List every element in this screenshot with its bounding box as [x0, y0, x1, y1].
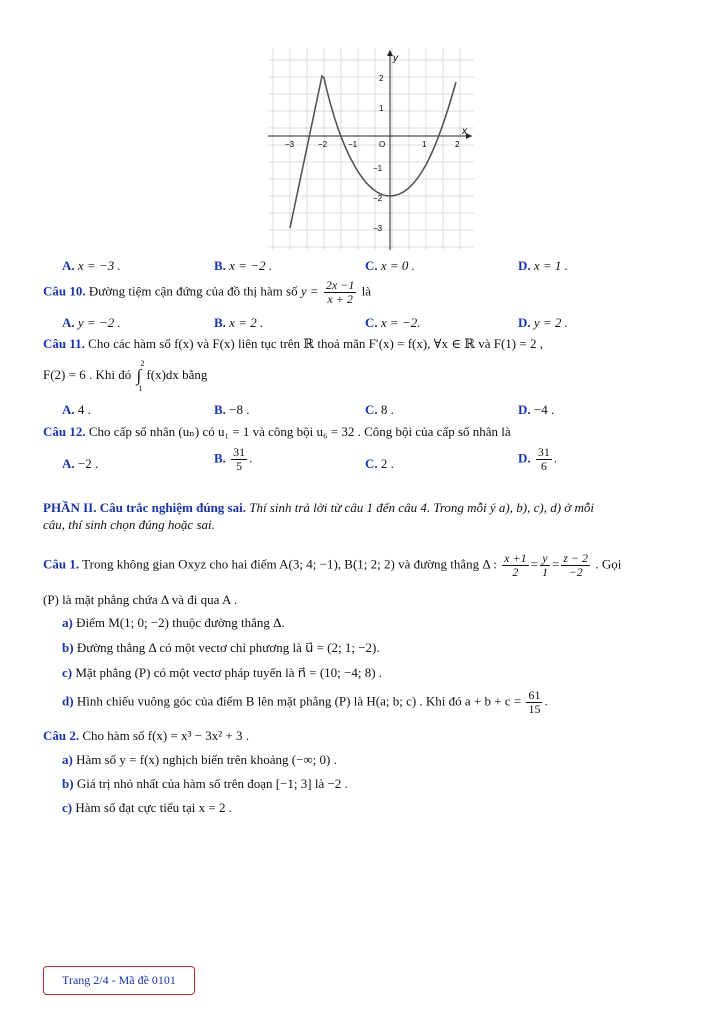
option-tail: . [553, 450, 558, 466]
function-graph [266, 44, 478, 254]
option-letter: D. [518, 402, 531, 417]
q10-option-b[interactable] [214, 315, 263, 331]
q11-option-d[interactable] [518, 402, 554, 418]
q11-stem-line2 [43, 359, 208, 393]
question-text: Cho cấp số nhân (uₙ) có u₁ = 1 và công bội u₆ = 32 . Công bội của cấp số nhân là [88, 424, 511, 439]
statement-label: a) [62, 615, 73, 630]
y-tick-label: −2 [373, 194, 383, 203]
numerator: y [540, 552, 550, 566]
x-axis-label: x [462, 126, 467, 137]
statement-label: d) [62, 693, 74, 709]
statement-label: b) [62, 776, 74, 791]
option-letter: A. [62, 315, 75, 330]
q12-option-b[interactable] [214, 446, 252, 473]
statement-text: Mặt phẳng (P) có một vectơ pháp tuyến là n⃗ = (10; −4; 8) . [75, 665, 383, 680]
function-lhs: y = [300, 283, 319, 299]
question-tail: là [361, 283, 371, 299]
q9-option-a[interactable] [62, 258, 121, 274]
statement-label: c) [62, 800, 73, 815]
c1-statement-b[interactable] [62, 640, 380, 656]
question-tail: . Gọi [595, 556, 622, 572]
option-text: x = 0 . [380, 258, 415, 273]
option-text: x = −3 . [77, 258, 121, 273]
c1-stem-line2: (P) là mặt phẳng chứa Δ và đi qua A . [43, 592, 238, 607]
denominator: 1 [541, 565, 548, 579]
option-letter: C. [365, 258, 378, 273]
statement-text: Hàm số đạt cực tiểu tại x = 2 . [75, 800, 232, 815]
option-text: y = 2 . [533, 315, 568, 330]
answer-fraction [526, 689, 542, 716]
option-tail: . [249, 450, 253, 466]
x-tick-label: −3 [285, 140, 295, 149]
denominator: 15 [528, 702, 541, 716]
denominator: −2 [568, 565, 583, 579]
question-label: Câu 1. [43, 556, 80, 572]
y-tick-label: −3 [373, 224, 383, 233]
integral-sign: ∫ 2 1 [136, 359, 145, 393]
q11-option-a[interactable] [62, 402, 91, 418]
option-letter: C. [365, 315, 378, 330]
option-text: x = 1 . [533, 258, 568, 273]
x-tick-label: 2 [455, 140, 460, 149]
option-letter: B. [214, 450, 226, 466]
option-text: x = −2. [380, 315, 421, 330]
statement-label: b) [62, 640, 74, 655]
option-text: 2 . [380, 456, 394, 471]
question-text: Cho các hàm số f(x) và F(x) liên tục trên ℝ thoả mãn F′(x) = f(x), ∀x ∈ ℝ và F(1) = 2 , [88, 336, 543, 351]
curve [290, 76, 456, 228]
option-letter: D. [518, 315, 531, 330]
c2-statement-a[interactable] [62, 752, 337, 768]
option-text: y = −2 . [77, 315, 121, 330]
option-text: −4 . [533, 402, 555, 417]
q12-option-c[interactable] [365, 456, 394, 472]
statement-text: Đường thẳng Δ có một vectơ chỉ phương là u⃗ = (2; 1; −2). [76, 640, 380, 655]
option-letter: D. [518, 450, 531, 466]
c1-statement-c[interactable] [62, 665, 382, 681]
numerator: 2x −1 [325, 278, 355, 292]
statement-text: Giá trị nhỏ nhất của hàm số trên đoạn [−1; 3] là −2 . [76, 776, 348, 791]
function-fraction [324, 279, 356, 306]
option-fraction [231, 446, 247, 473]
question-label: Câu 12. [43, 424, 86, 439]
denominator: x + 2 [327, 292, 353, 306]
part2-instructions: Thí sinh trả lời từ câu 1 đến câu 4. Trong mỗi ý a), b), c), d) ở mỗi [249, 500, 594, 515]
q12-option-a[interactable] [62, 456, 98, 472]
grid [268, 48, 474, 250]
q9-option-c[interactable] [365, 258, 415, 274]
numerator: 31 [233, 445, 246, 459]
numerator: z − 2 [563, 551, 589, 565]
q10-option-d[interactable] [518, 315, 568, 331]
option-letter: D. [518, 258, 531, 273]
y-tick-label: 2 [379, 74, 384, 83]
question-text: f(x)dx bằng [146, 366, 208, 382]
x-tick-label: −1 [348, 140, 358, 149]
option-text: −2 . [77, 456, 99, 471]
q10-option-c[interactable] [365, 315, 420, 331]
statement-tail: . [544, 693, 548, 709]
option-text: x = 2 . [229, 315, 264, 330]
option-letter: A. [62, 456, 75, 471]
q9-option-b[interactable] [214, 258, 272, 274]
statement-label: c) [62, 665, 73, 680]
q11-option-c[interactable] [365, 402, 394, 418]
statement-text: Hàm số y = f(x) nghịch biến trên khoảng (−∞; 0) . [76, 752, 337, 767]
numerator: 61 [528, 688, 541, 702]
c1-stem-line1 [43, 552, 621, 579]
option-letter: B. [214, 315, 226, 330]
numerator: x +1 [504, 551, 527, 565]
part2-title: PHẦN II. Câu trắc nghiệm đúng sai. [43, 500, 246, 515]
c2-statement-c[interactable] [62, 800, 232, 816]
c1-statement-a[interactable] [62, 615, 285, 631]
q12-option-d[interactable] [518, 446, 557, 473]
origin-label: O [379, 140, 386, 149]
q10-option-a[interactable] [62, 315, 121, 331]
q12-stem [43, 424, 511, 440]
equals-sign: = [551, 556, 560, 572]
question-text: Trong không gian Oxyz cho hai điểm A(3; 4; −1), B(1; 2; 2) và đường thẳng Δ : [82, 556, 497, 572]
c1-statement-d[interactable] [62, 689, 548, 716]
y-axis-label: y [393, 53, 398, 64]
x-tick-label: −2 [318, 140, 328, 149]
q11-option-b[interactable] [214, 402, 250, 418]
option-text: 8 . [380, 402, 394, 417]
integral-upper: 2 [140, 359, 145, 368]
statement-text: Điểm M(1; 0; −2) thuộc đường thẳng Δ. [76, 615, 285, 630]
part2-heading [43, 500, 594, 516]
denominator: 2 [512, 565, 519, 579]
denominator: 5 [236, 459, 243, 473]
question-text: Đường tiệm cận đứng của đồ thị hàm số [88, 283, 298, 299]
integral-lower: 1 [138, 384, 143, 393]
question-label: Câu 11. [43, 336, 85, 351]
q11-stem-line1 [43, 336, 543, 352]
option-letter: C. [365, 456, 378, 471]
option-text: 4 . [77, 402, 91, 417]
line-eq-fraction [502, 552, 528, 579]
statement-label: a) [62, 752, 73, 767]
option-text: −8 . [229, 402, 250, 417]
y-tick-label: 1 [379, 104, 384, 113]
x-tick-label: 1 [422, 140, 427, 149]
page-footer: Trang 2/4 - Mã đề 0101 [43, 966, 195, 995]
option-letter: A. [62, 258, 75, 273]
line-eq-fraction [540, 552, 550, 579]
c2-statement-b[interactable] [62, 776, 348, 792]
graph-svg [266, 44, 478, 254]
question-label: Câu 10. [43, 283, 86, 299]
q10-stem [43, 279, 371, 306]
y-tick-label: −1 [373, 164, 383, 173]
equals-sign: = [530, 556, 538, 572]
part2-instructions-line2: câu, thí sinh chọn đúng hoặc sai. [43, 517, 215, 532]
denominator: 6 [540, 459, 547, 473]
statement-text: Hình chiếu vuông góc của điểm B lên mặt phẳng (P) là H(a; b; c) . Khi đó a + b + c = [76, 693, 522, 709]
option-letter: A. [62, 402, 75, 417]
option-text: x = −2 . [229, 258, 272, 273]
question-text: F(2) = 6 . Khi đó [43, 366, 132, 382]
numerator: 31 [537, 445, 550, 459]
line-eq-fraction [561, 552, 590, 579]
option-letter: B. [214, 402, 226, 417]
option-fraction [536, 446, 552, 473]
option-letter: C. [365, 402, 378, 417]
question-text: Cho hàm số f(x) = x³ − 3x² + 3 . [82, 728, 250, 743]
option-letter: B. [214, 258, 226, 273]
c2-stem [43, 728, 249, 744]
question-label: Câu 2. [43, 728, 80, 743]
q9-option-d[interactable] [518, 258, 568, 274]
